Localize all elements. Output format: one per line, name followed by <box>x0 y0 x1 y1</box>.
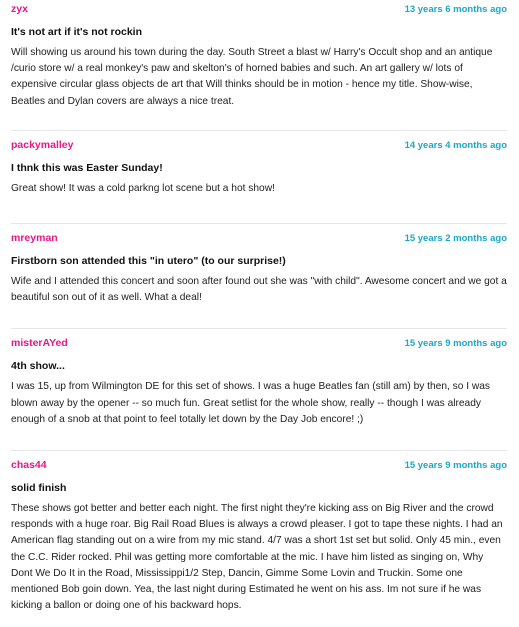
review-date-link[interactable]: 14 years 4 months ago <box>404 139 507 151</box>
review-item <box>11 329 507 451</box>
review-title: Firstborn son attended this "in utero" (to our surprise!) <box>11 255 286 268</box>
review-title: It's not art if it's not rockin <box>11 26 142 38</box>
review-body: Will showing us around his town during the day. South Street a blast w/ Harry's Occult shop and an antique /curio store w/ a real monkey's paw and skelton's of horned babies and such. An art gallery w/ lots of expensive circular glass objects de art that Will thinks should be in motion - hence my title. Show-wise, Beatles and Dylan covers are always a nice treat. <box>11 47 493 107</box>
review-body: Great show! It was a cold parkng lot scene but a hot show! <box>11 182 275 194</box>
review-header <box>11 329 507 354</box>
review-date-link[interactable]: 15 years 9 months ago <box>404 338 507 350</box>
review-body: Wife and I attended this concert and soon after found out she was "with child". Awesome concert and we got a beautiful son out of it as well. What a deal! <box>11 276 507 304</box>
review-title: I thnk this was Easter Sunday! <box>11 161 163 174</box>
review-item <box>11 224 507 329</box>
review-date-link[interactable]: 15 years 2 months ago <box>404 233 507 245</box>
reviewer-link[interactable]: zyx <box>11 3 28 15</box>
review-body: These shows got better and better each night. The first night they're kicking ass on Big River and the crowd responds with a huge roar. Big Rail Road Blues is always a crowd pleaser. I got to tape these nights. I had an American flag standing out on a wire from my mic stand. 4/7 was a short 1st set but solid. Only 45 min., even the C.C. Rider rocked. Phil was getting more comfortable at the mic. I have him listed as singing on, Why Dont We Do It in the Road, Mississippi1/2 Step, Dancin, Gimme Some Lovin and Truckin. Some one mentioned Bob goin down. Yea, the last night during Estimated he went on his ass. Im not sure if he was kicking a ballon or doing one of his backward hops. <box>11 503 503 612</box>
review-item <box>11 131 507 224</box>
reviewer-link[interactable]: misterAYed <box>11 337 68 350</box>
review-date-link[interactable]: 13 years 6 months ago <box>404 4 507 15</box>
review-item <box>11 451 507 627</box>
reviewer-link[interactable]: mreyman <box>11 232 58 245</box>
reviewer-link[interactable]: packymalley <box>11 138 74 151</box>
review-item <box>11 0 507 131</box>
review-header <box>11 224 507 249</box>
review-header <box>11 0 507 20</box>
review-date-link[interactable]: 15 years 9 months ago <box>404 460 507 472</box>
reviewer-link[interactable]: chas44 <box>11 459 47 472</box>
review-title: solid finish <box>11 482 67 495</box>
review-title: 4th show... <box>11 360 65 373</box>
review-body: I was 15, up from Wilmington DE for this set of shows. I was a huge Beatles fan (still am) by then, so I was blown away by the opener -- so much fun. Great setlist for the whole show, really -- though I was already enough of a snob at that point to feel totally let down by the Day Job encore! ;) <box>11 381 491 425</box>
review-header <box>11 131 507 156</box>
review-header <box>11 451 507 476</box>
